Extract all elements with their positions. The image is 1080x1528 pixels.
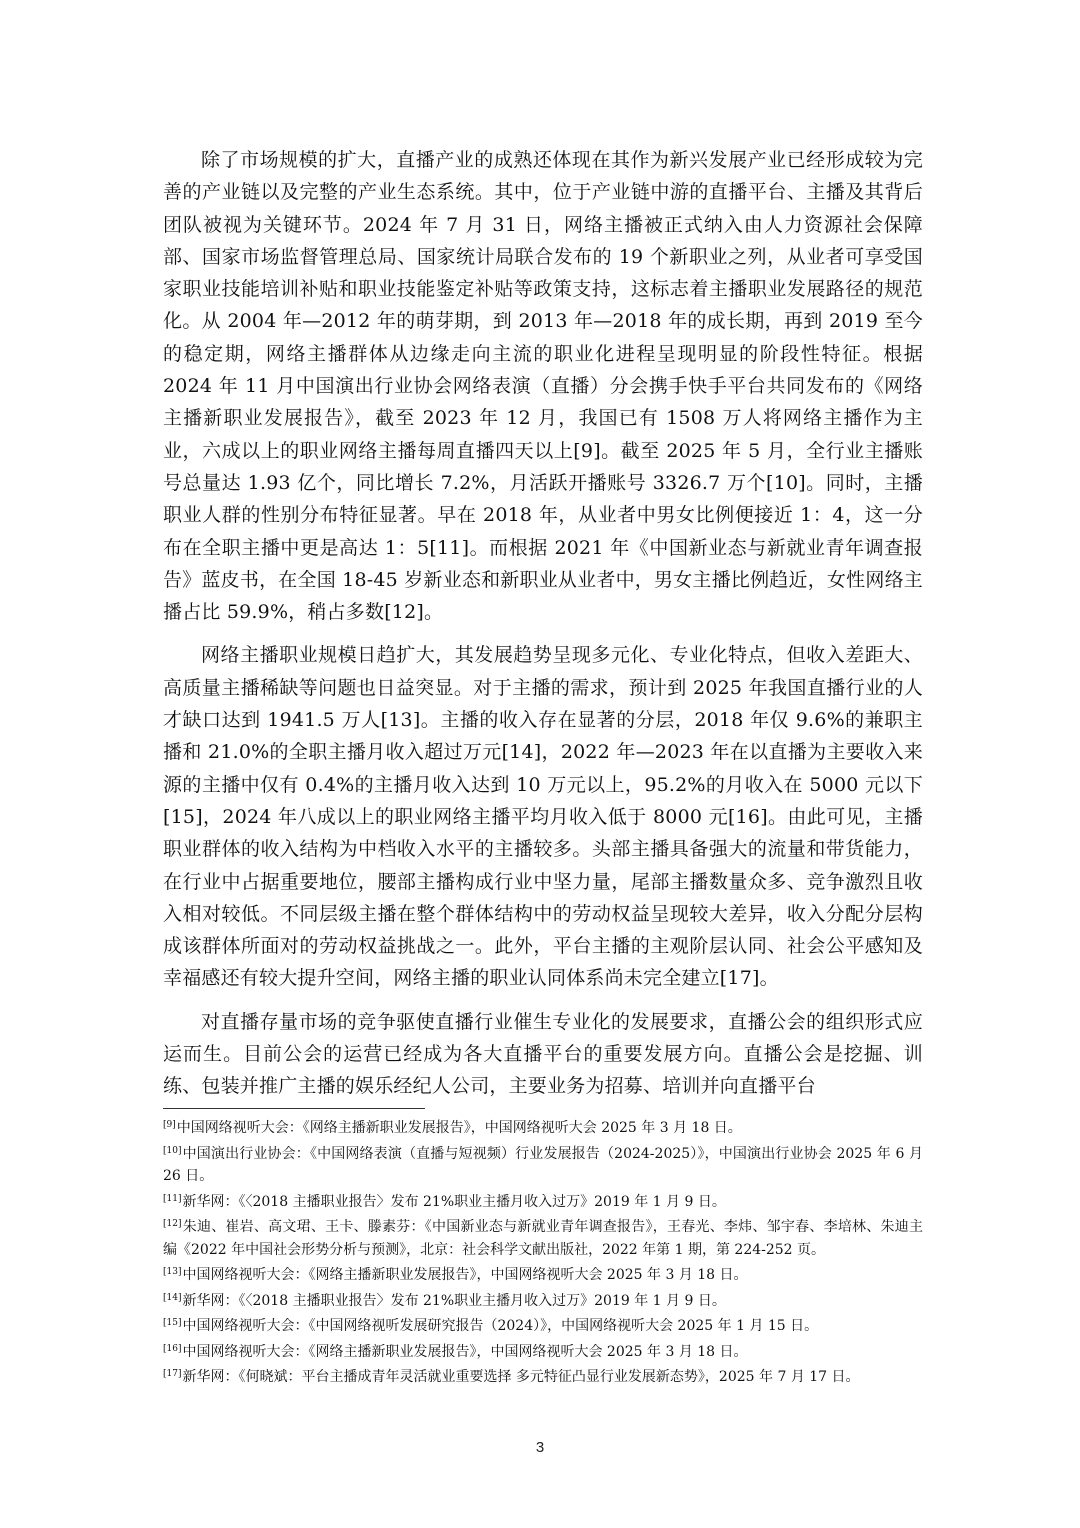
footnote-mark: [13] [163,1267,182,1277]
footnote-mark: [15] [163,1318,182,1328]
footnote [163,1213,923,1261]
footnote-text: 中国演出行业协会：《中国网络表演（直播与短视频）行业发展报告（2024-2025）》，中国演出行业协会 2025 年 6 月 26 日。 [163,1145,923,1184]
footnote-mark: [17] [163,1369,182,1379]
footnote-text: 新华网：《〈2018 主播职业报告〉发布 21%职业主播月收入过万》2019 年 1 月 9 日。 [182,1193,726,1210]
footnotes [163,1114,923,1389]
footnote [163,1114,923,1140]
footnote [163,1312,923,1338]
footnote-text: 新华网：《何晓斌：平台主播成青年灵活就业重要选择 多元特征凸显行业发展新态势》，2025 年 7 月 17 日。 [182,1369,860,1385]
footnote [163,1363,923,1389]
footnote [163,1140,923,1188]
footnote [163,1188,923,1214]
page-number: 3 [535,1439,545,1456]
footnote-mark: [12] [163,1219,182,1229]
footnote-text: 中国网络视听大会：《中国网络视听发展研究报告（2024）》，中国网络视听大会 2025 年 1 月 15 日。 [182,1318,819,1334]
footnote-mark: [16] [163,1343,182,1354]
footnote-mark: [14] [163,1292,182,1303]
footnote-text: 中国网络视听大会：《网络主播新职业发展报告》，中国网络视听大会 2025 年 3 月 18 日。 [176,1120,742,1136]
body-text [163,144,923,1114]
footnote-text: 新华网：《〈2018 主播职业报告〉发布 21%职业主播月收入过万》2019 年 1 月 9 日。 [182,1292,726,1309]
footnote-separator [163,1108,425,1109]
footnote-text: 中国网络视听大会：《网络主播新职业发展报告》，中国网络视听大会 2025 年 3 月 18 日。 [182,1267,748,1283]
footnote-mark: [11] [163,1193,182,1204]
footnote-text: 朱迪、崔岩、高文珺、王卡、滕素芬：《中国新业态与新就业青年调查报告》，王春光、李炜、邹宇春、李培林、朱迪主编《2022 年中国社会形势分析与预测》，北京：社会科学文献出版社，2022 年第 1 期，第 224-252 页。 [163,1219,923,1258]
footnote-mark: [9] [163,1120,176,1130]
footnote [163,1338,923,1364]
body-paragraph-1: 除了市场规模的扩大，直播产业的成熟还体现在其作为新兴发展产业已经形成较为完善的产业链以及完整的产业生态系统。其中，位于产业链中游的直播平台、主播及其背后团队被视为关键环节。2024 年 7 月 31 日，网络主播被正式纳入由人力资源社会保障部、国家市场监督管理总局、国家统计局联合发布的 19 个新职业之列，从业者可享受国家职业技能培训补贴和职业技能鉴定补贴等政策支持，这标志着主播职业发展路径的规范化。从 2004 年—2012 年的萌芽期，到 2013 年—2018 年的成长期，再到 2019 至今的稳定期，网络主播群体从边缘走向主流的职业化进程呈现明显的阶段性特征。根据 2024 年 11 月中国演出行业协会网络表演（直播）分会携手快手平台共同发布的《网络主播新职业发展报告》，截至 2023 年 12 月，我国已有 1508 万人将网络主播作为主业，六成以上的职业网络主播每周直播四天以上[9]。截至 2025 年 5 月，全行业主播账号总量达 1.93 亿个，同比增长 7.2%，月活跃开播账号 3326.7 万个[10]。同时，主播职业人群的性别分布特征显著。早在 2018 年，从业者中男女比例便接近 1：4，这一分布在全职主播中更是高达 1：5[11]。而根据 2021 年《中国新业态与新就业青年调查报告》蓝皮书，在全国 18-45 岁新业态和新职业从业者中，男女主播比例趋近，女性网络主播占比 59.9%，稍占多数[12]。 [163,149,923,624]
body-paragraph-2: 网络主播职业规模日趋扩大，其发展趋势呈现多元化、专业化特点，但收入差距大、高质量主播稀缺等问题也日益突显。对于主播的需求，预计到 2025 年我国直播行业的人才缺口达到 1941.5 万人[13]。主播的收入存在显著的分层，2018 年仅 9.6%的兼职主播和 21.0%的全职主播月收入超过万元[14]，2022 年—2023 年在以直播为主要收入来源的主播中仅有 0.4%的主播月收入达到 10 万元以上，95.2%的月收入在 5000 元以下[15]，2024 年八成以上的职业网络主播平均月收入低于 8000 元[16]。由此可见，主播职业群体的收入结构为中档收入水平的主播较多。头部主播具备强大的流量和带货能力，在行业中占据重要地位，腰部主播构成行业中坚力量，尾部主播数量众多、竞争激烈且收入相对较低。不同层级主播在整个群体结构中的劳动权益呈现较大差异，收入分配分层构成该群体所面对的劳动权益挑战之一。此外，平台主播的主观阶层认同、社会公平感知及幸福感还有较大提升空间，网络主播的职业认同体系尚未完全建立[17]。 [163,644,923,990]
body-paragraph-3: 对直播存量市场的竞争驱使直播行业催生专业化的发展要求，直播公会的组织形式应运而生。目前公会的运营已经成为各大直播平台的重要发展方向。直播公会是挖掘、训练、包装并推广主播的娱乐经纪人公司，主要业务为招募、培训并向直播平台 [163,1010,923,1098]
footnote [163,1261,923,1287]
footnote-text: 中国网络视听大会：《网络主播新职业发展报告》，中国网络视听大会 2025 年 3 月 18 日。 [182,1343,748,1360]
footnote [163,1287,923,1313]
footnote-mark: [10] [163,1145,182,1156]
